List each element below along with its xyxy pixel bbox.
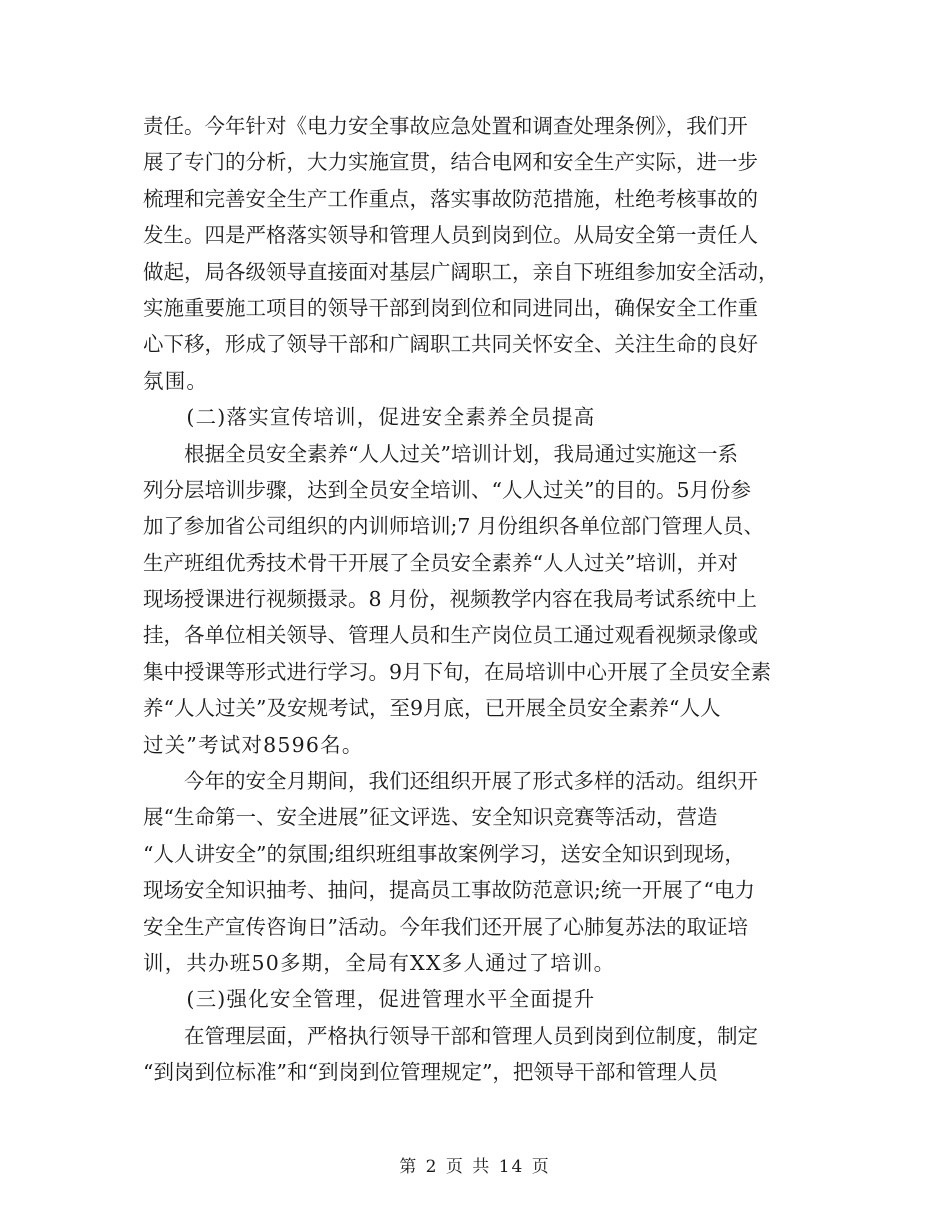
- body-line: (二)落实宣传培训，促进安全素养全员提高: [143, 405, 596, 430]
- body-line: 在管理层面，严格执行领导干部和管理人员到岗到位制度，制定: [143, 1023, 758, 1048]
- body-line: 展了专门的分析，大力实施宣贯，结合电网和安全生产实际，进一步: [143, 150, 758, 175]
- body-line: 挂，各单位相关领导、管理人员和生产岗位员工通过观看视频录像或: [143, 623, 758, 648]
- body-line: 安全生产宣传咨询日”活动。今年我们还开展了心肺复苏法的取证培: [143, 914, 748, 939]
- body-line: 氛围。: [143, 368, 209, 393]
- body-line: 梳理和完善安全生产工作重点，落实事故防范措施，杜绝考核事故的: [143, 186, 758, 211]
- body-line: 实施重要施工项目的领导干部到岗到位和同进同出，确保安全工作重: [143, 295, 758, 320]
- document-body: [143, 108, 808, 1091]
- body-line: 列分层培训步骤，达到全员安全培训、“人人过关”的目的。5月份参: [143, 477, 752, 502]
- body-line: 做起，局各级领导直接面对基层广阔职工，亲自下班组参加安全活动，: [143, 259, 779, 284]
- body-line: (三)强化安全管理，促进管理水平全面提升: [143, 987, 596, 1012]
- body-line: “人人讲安全”的氛围;组织班组事故案例学习，送安全知识到现场，: [143, 841, 745, 866]
- body-line: 责任。今年针对《电力安全事故应急处置和调查处理条例》，我们开: [143, 114, 748, 138]
- body-line: 展“生命第一、安全进展”征文评选、安全知识竞赛等活动，营造: [143, 805, 718, 830]
- body-line: 现场授课进行视频摄录。8 月份，视频教学内容在我局考试系统中上: [143, 587, 758, 612]
- page-footer: 第 2 页 共 14 页: [399, 1157, 551, 1177]
- body-line: 发生。四是严格落实领导和管理人员到岗到位。从局安全第一责任人: [143, 223, 758, 248]
- body-line: 集中授课等形式进行学习。9月下旬，在局培训中心开展了全员安全素: [143, 659, 772, 684]
- body-line: 现场安全知识抽考、抽问，提高员工事故防范意识;统一开展了“电力: [143, 878, 755, 903]
- body-line: 生产班组优秀技术骨干开展了全员安全素养“人人过关”培训，并对: [143, 550, 738, 575]
- body-line: “到岗到位标准”和“到岗到位管理规定”，把领导干部和管理人员: [143, 1060, 718, 1085]
- body-line: 养“人人过关”及安规考试，至9月底，已开展全员安全素养“人人: [143, 696, 721, 721]
- body-line: 根据全员安全素养“人人过关”培训计划，我局通过实施这一系: [143, 441, 738, 466]
- body-line: 今年的安全月期间，我们还组织开展了形式多样的活动。组织开: [143, 769, 758, 794]
- body-line: 加了参加省公司组织的内训师培训;7 月份组织各单位部门管理人员、: [143, 514, 764, 539]
- body-line: 心下移，形成了领导干部和广阔职工共同关怀安全、关注生命的良好: [143, 332, 758, 357]
- body-line: 训，共办班50多期，全局有XX多人通过了培训。: [143, 950, 616, 975]
- body-line: 过关”考试对8596名。: [143, 732, 364, 757]
